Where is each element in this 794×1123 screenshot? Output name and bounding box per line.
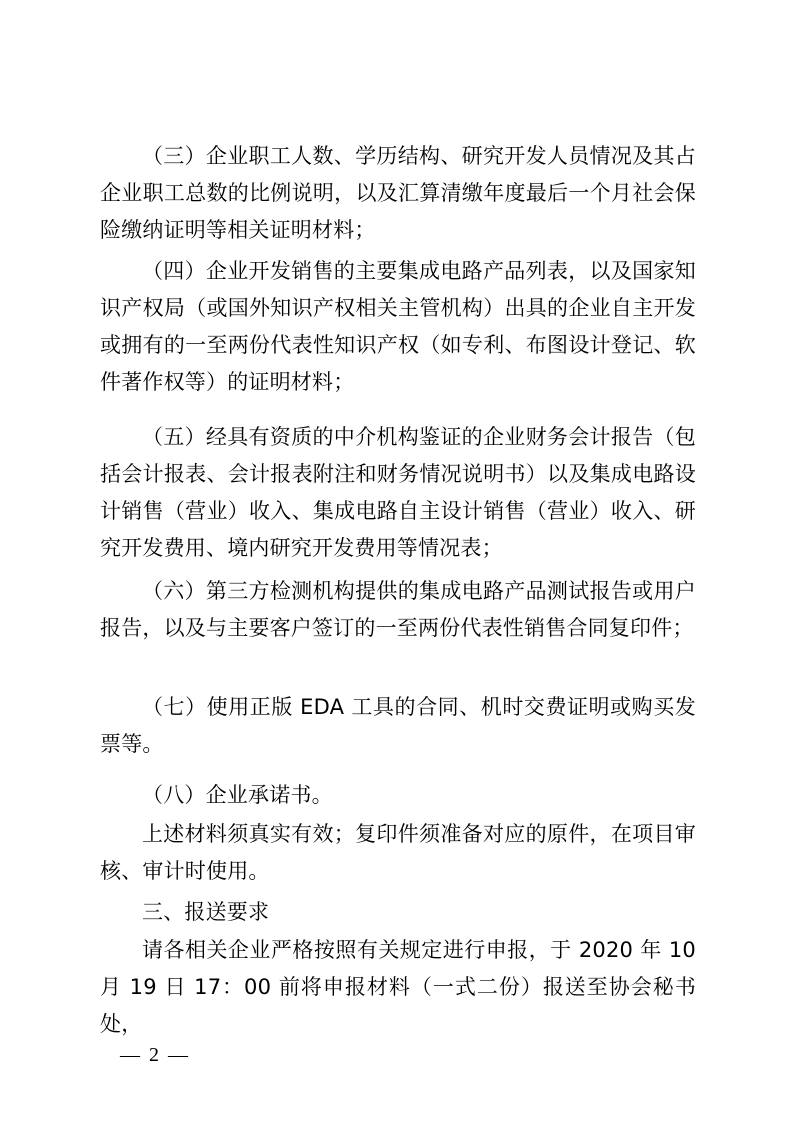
section-heading: 三、报送要求 <box>142 900 270 924</box>
paragraph-item-7: （七）使用正版 EDA 工具的合同、机时交费证明或购买发票等。 <box>100 695 696 756</box>
paragraph-item-8: （八）企业承诺书。 <box>142 783 333 807</box>
paragraph-submission: 请各相关企业严格按照有关规定进行申报，于 2020 年 10 月 19 日 17：00 前将申报材料（一式二份）报送至协会秘书处， <box>100 938 696 1036</box>
paragraph-materials-note: 上述材料须真实有效；复印件须准备对应的原件，在项目审核、审计时使用。 <box>100 822 696 883</box>
paragraph-item-4: （四）企业开发销售的主要集成电路产品列表，以及国家知识产权局（或国外知识产权相关主管机构）出具的企业自主开发或拥有的一至两份代表性知识产权（如专利、布图设计登记、软件著作权等）的证明材料； <box>100 259 696 394</box>
page-number: — 2 — <box>120 1044 190 1066</box>
paragraph-item-5: （五）经具有资质的中介机构鉴证的企业财务会计报告（包括会计报表、会计报表附注和财务情况说明书）以及集成电路设计销售（营业）收入、集成电路自主设计销售（营业）收入、研究开发费用、境内研究开发费用等情况表； <box>100 425 696 560</box>
paragraph-item-6: （六）第三方检测机构提供的集成电路产品测试报告或用户报告，以及与主要客户签订的一至两份代表性销售合同复印件； <box>100 579 696 640</box>
paragraph-item-3: （三）企业职工人数、学历结构、研究开发人员情况及其占企业职工总数的比例说明，以及汇算清缴年度最后一个月社会保险缴纳证明等相关证明材料； <box>100 144 696 242</box>
